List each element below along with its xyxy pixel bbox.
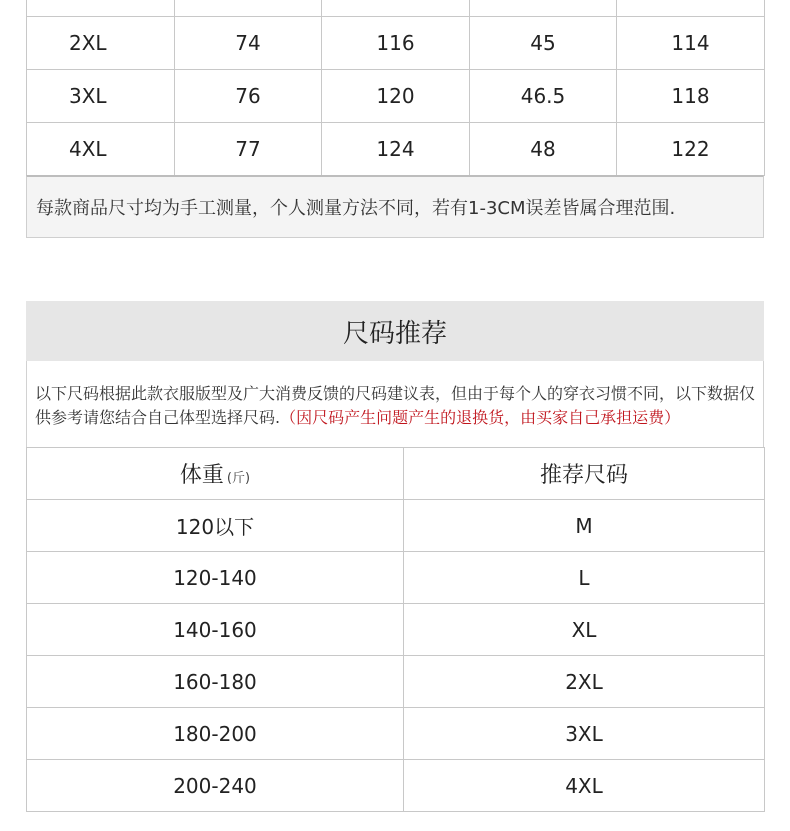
table-cell: 48: [470, 123, 617, 176]
table-cell: 116: [322, 17, 470, 70]
weight-cell: 200-240: [27, 760, 404, 812]
table-row: [27, 708, 765, 760]
table-row: [27, 17, 765, 70]
table-cell: 74: [175, 17, 322, 70]
return-policy-warning: （因尺码产生问题产生的退换货，由买家自己承担运费）: [280, 408, 681, 427]
description-text: 以下尺码根据此款衣服版型及广大消费反馈的尺码建议表，但由于每个人的穿衣习惯不同，以下数据仅供参考请您结合自己体型选择尺码.: [35, 384, 756, 427]
table-row: [27, 656, 765, 708]
measurement-note: 每款商品尺寸均为手工测量，个人测量方法不同，若有1-3CM误差皆属合理范围.: [26, 175, 764, 238]
size-column-header: 推荐尺码: [404, 448, 765, 500]
table-cell: 76: [175, 70, 322, 123]
table-row: [27, 123, 765, 176]
table-cell: 45: [470, 17, 617, 70]
weight-cell: 120-140: [27, 552, 404, 604]
table-row: [27, 552, 765, 604]
size-label: 2XL: [27, 17, 175, 70]
table-cell: 124: [322, 123, 470, 176]
table-row: [27, 500, 765, 552]
weight-unit-label: (斤): [226, 471, 251, 486]
table-cell: 118: [617, 70, 765, 123]
table-row: [27, 70, 765, 123]
recommendation-description: [26, 361, 764, 447]
size-label: 4XL: [27, 123, 175, 176]
size-chart-table: [26, 0, 765, 176]
table-row: [27, 0, 765, 17]
size-cell: XL: [404, 604, 765, 656]
size-recommendation-table: [26, 447, 765, 812]
size-cell: L: [404, 552, 765, 604]
size-cell: M: [404, 500, 765, 552]
weight-cell: 160-180: [27, 656, 404, 708]
table-row: [27, 604, 765, 656]
weight-cell: 120以下: [27, 500, 404, 552]
table-row: [27, 760, 765, 812]
table-cell: 77: [175, 123, 322, 176]
weight-header-label: 体重: [179, 463, 224, 488]
table-cell: 46.5: [470, 70, 617, 123]
section-title: 尺码推荐: [26, 301, 764, 361]
size-cell: 4XL: [404, 760, 765, 812]
table-cell: 122: [617, 123, 765, 176]
weight-cell: 180-200: [27, 708, 404, 760]
table-cell: 120: [322, 70, 470, 123]
table-header-row: [27, 448, 765, 500]
size-cell: 2XL: [404, 656, 765, 708]
size-label: 3XL: [27, 70, 175, 123]
weight-cell: 140-160: [27, 604, 404, 656]
size-cell: 3XL: [404, 708, 765, 760]
table-cell: 114: [617, 17, 765, 70]
weight-column-header: [27, 448, 404, 500]
